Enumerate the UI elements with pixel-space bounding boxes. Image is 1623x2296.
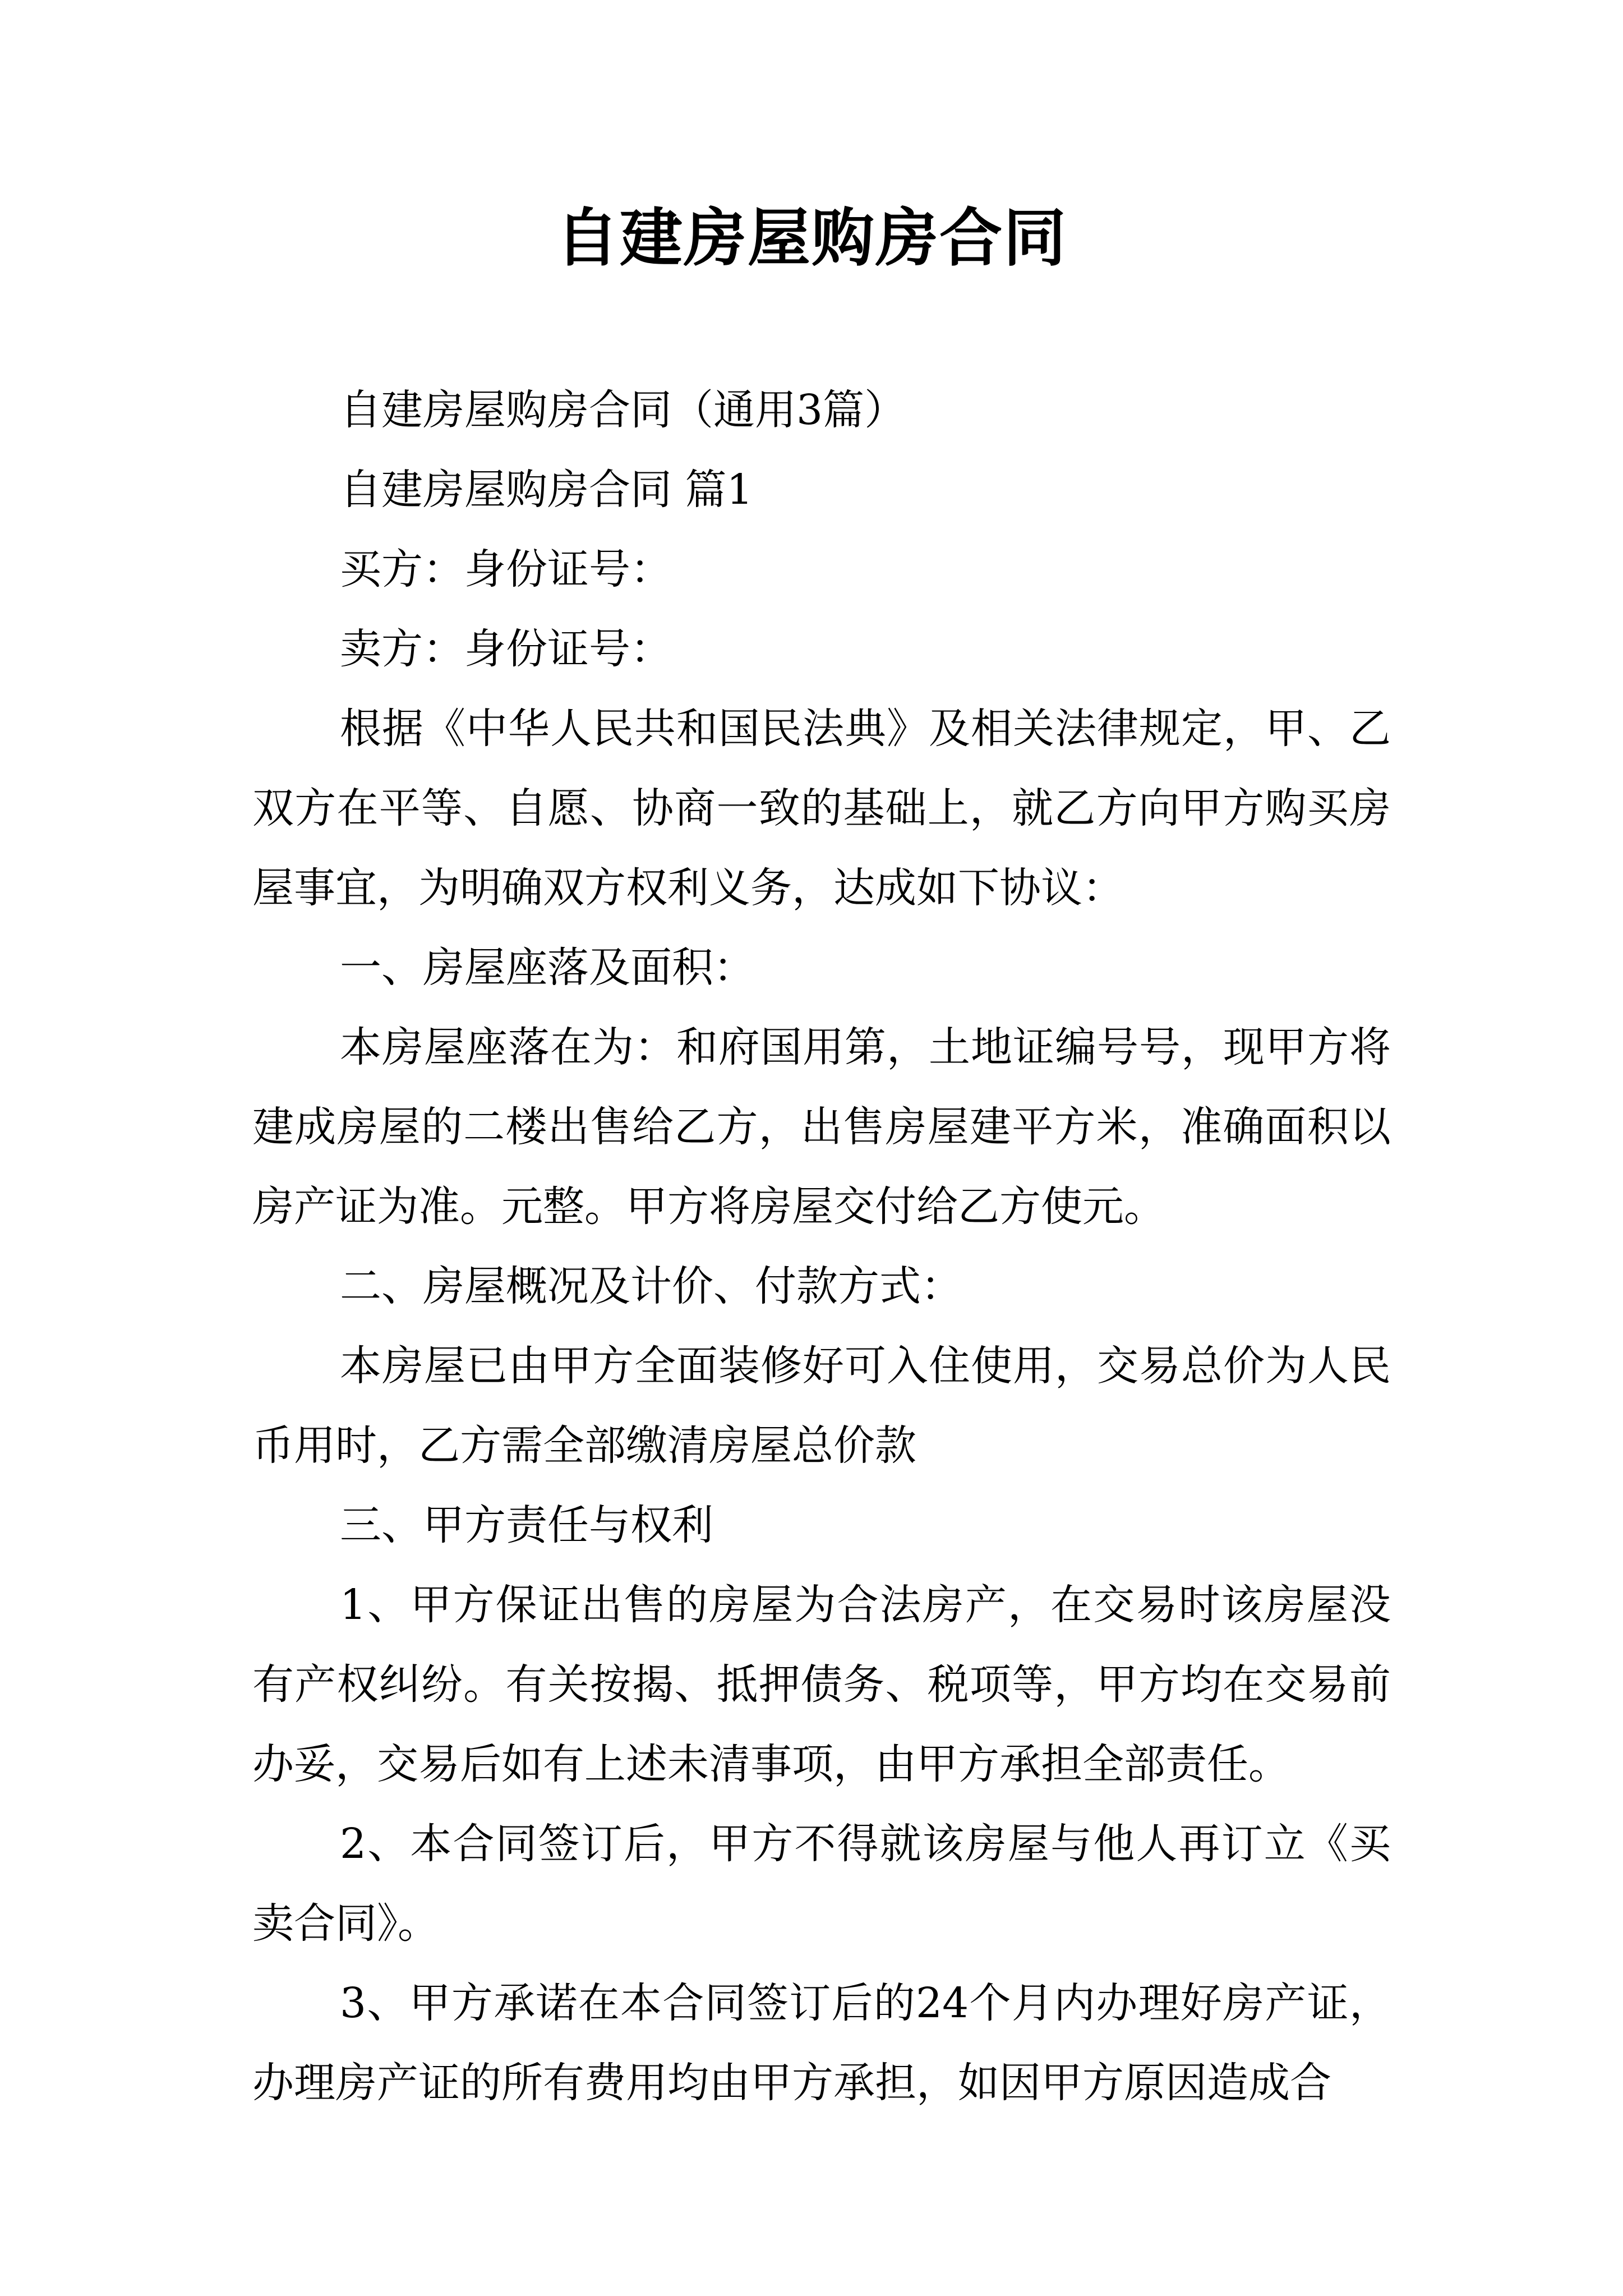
- clause-paragraph: 2、本合同签订后，甲方不得就该房屋与他人再订立《买卖合同》。: [252, 1820, 1391, 1948]
- clause-paragraph: 3、甲方承诺在本合同签订后的24个月内办理好房产证，办理房产证的所有费用均由甲方承担，如因甲方原因造成合: [252, 1979, 1391, 2107]
- document-title: 自建房屋购房合同: [556, 201, 1067, 275]
- clause-paragraph: 本房屋已由甲方全面装修好可入住使用，交易总价为人民币用时，乙方需全部缴清房屋总价款: [252, 1342, 1391, 1470]
- buyer-line: 买方：身份证号：: [340, 545, 672, 593]
- section-heading: 自建房屋购房合同 篇1: [340, 466, 753, 514]
- clause-heading: 二、房屋概况及计价、付款方式：: [340, 1262, 962, 1310]
- clause-paragraph: 本房屋座落在为：和府国用第，土地证编号号，现甲方将建成房屋的二楼出售给乙方，出售房屋建平方米，准确面积以房产证为准。元整。甲方将房屋交付给乙方使元。: [252, 1023, 1391, 1231]
- clause-heading: 一、房屋座落及面积：: [340, 944, 755, 992]
- preamble-paragraph: 根据《中华人民共和国民法典》及相关法律规定，甲、乙双方在平等、自愿、协商一致的基础上，就乙方向甲方购买房屋事宜，为明确双方权利义务，达成如下协议：: [252, 705, 1391, 912]
- seller-line: 卖方：身份证号：: [340, 625, 672, 673]
- document-body: [252, 370, 1391, 2123]
- clause-paragraph: 1、甲方保证出售的房屋为合法房产，在交易时该房屋没有产权纠纷。有关按揭、抵押债务、税项等，甲方均在交易前办妥，交易后如有上述未清事项，由甲方承担全部责任。: [252, 1581, 1391, 1788]
- subtitle-paragraph: 自建房屋购房合同（通用3篇）: [340, 386, 906, 434]
- clause-heading: 三、甲方责任与权利: [340, 1501, 713, 1549]
